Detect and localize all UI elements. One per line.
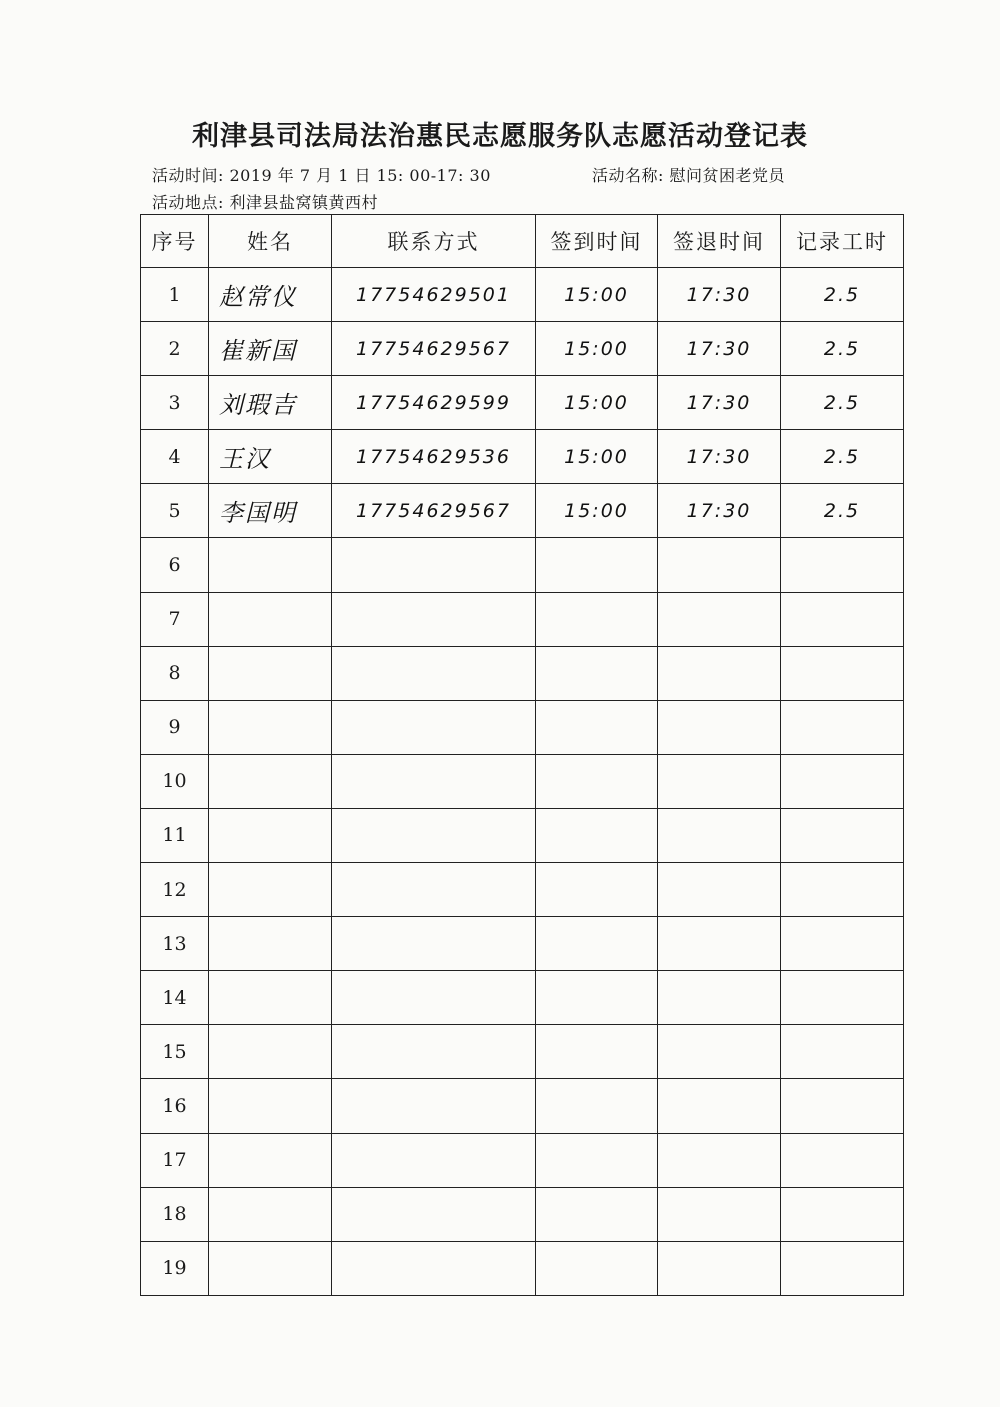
hours-cell: 2.5	[781, 322, 904, 376]
sign-out-cell	[658, 808, 781, 862]
table-row	[141, 863, 904, 917]
serial-cell: 11	[141, 808, 209, 862]
hours-cell: 2.5	[781, 268, 904, 322]
phone-cell	[332, 1241, 536, 1295]
sign-out-cell	[658, 538, 781, 592]
name-cell	[209, 646, 332, 700]
hours-cell: 2.5	[781, 430, 904, 484]
sign-out-cell	[658, 1241, 781, 1295]
serial-cell: 12	[141, 863, 209, 917]
hours-cell	[781, 754, 904, 808]
header-sign-out: 签退时间	[658, 215, 781, 268]
serial-cell: 9	[141, 700, 209, 754]
sign-out-cell	[658, 1025, 781, 1079]
sign-out-cell	[658, 1187, 781, 1241]
sign-out-cell	[658, 863, 781, 917]
hours-cell	[781, 1187, 904, 1241]
serial-cell: 1	[141, 268, 209, 322]
sign-in-cell: 15:00	[536, 376, 658, 430]
hours-cell: 2.5	[781, 484, 904, 538]
sign-out-cell: 17:30	[658, 430, 781, 484]
phone-cell	[332, 1133, 536, 1187]
serial-cell: 15	[141, 1025, 209, 1079]
table-row	[141, 917, 904, 971]
sign-in-cell	[536, 1187, 658, 1241]
sign-in-cell	[536, 700, 658, 754]
sign-out-cell	[658, 917, 781, 971]
serial-cell: 4	[141, 430, 209, 484]
document-title: 利津县司法局法治惠民志愿服务队志愿活动登记表	[192, 121, 808, 152]
activity-place: 活动地点: 利津县盐窝镇黄西村	[152, 193, 378, 212]
sign-in-cell	[536, 646, 658, 700]
name-cell: 赵常仪	[209, 268, 332, 322]
table-body	[141, 268, 904, 1296]
serial-cell: 8	[141, 646, 209, 700]
table-row	[141, 484, 904, 538]
name-cell	[209, 1079, 332, 1133]
sign-in-cell: 15:00	[536, 484, 658, 538]
header-name: 姓名	[209, 215, 332, 268]
sign-out-cell	[658, 592, 781, 646]
table-row	[141, 700, 904, 754]
table-row	[141, 376, 904, 430]
name-cell: 崔新国	[209, 322, 332, 376]
hours-cell	[781, 538, 904, 592]
activity-time: 活动时间: 2019 年 7 月 1 日 15: 00-17: 30	[152, 166, 491, 185]
sign-in-cell	[536, 808, 658, 862]
header-hours: 记录工时	[781, 215, 904, 268]
phone-cell	[332, 917, 536, 971]
hours-cell	[781, 1079, 904, 1133]
phone-cell	[332, 646, 536, 700]
serial-cell: 18	[141, 1187, 209, 1241]
header-sign-in: 签到时间	[536, 215, 658, 268]
table-row	[141, 1079, 904, 1133]
sign-in-cell	[536, 1133, 658, 1187]
sign-out-cell	[658, 700, 781, 754]
hours-cell	[781, 1241, 904, 1295]
sign-in-cell: 15:00	[536, 430, 658, 484]
table-row	[141, 646, 904, 700]
phone-cell	[332, 1187, 536, 1241]
hours-cell	[781, 1133, 904, 1187]
serial-cell: 7	[141, 592, 209, 646]
sign-out-cell	[658, 646, 781, 700]
name-cell: 刘瑕吉	[209, 376, 332, 430]
header-serial: 序号	[141, 215, 209, 268]
hours-cell	[781, 808, 904, 862]
table-row	[141, 322, 904, 376]
name-cell	[209, 1133, 332, 1187]
hours-cell	[781, 646, 904, 700]
sign-in-cell	[536, 1079, 658, 1133]
name-cell: 李国明	[209, 484, 332, 538]
table-row	[141, 1133, 904, 1187]
serial-cell: 3	[141, 376, 209, 430]
sign-in-cell	[536, 1025, 658, 1079]
serial-cell: 13	[141, 917, 209, 971]
name-cell	[209, 1241, 332, 1295]
serial-cell: 17	[141, 1133, 209, 1187]
name-cell	[209, 1187, 332, 1241]
sign-out-cell	[658, 1133, 781, 1187]
phone-cell	[332, 538, 536, 592]
table-row	[141, 971, 904, 1025]
phone-cell: 17754629501	[332, 268, 536, 322]
name-cell	[209, 700, 332, 754]
serial-cell: 5	[141, 484, 209, 538]
sign-out-cell: 17:30	[658, 484, 781, 538]
hours-cell	[781, 971, 904, 1025]
phone-cell	[332, 863, 536, 917]
table-header-row	[141, 215, 904, 268]
phone-cell	[332, 971, 536, 1025]
phone-cell	[332, 700, 536, 754]
table-row	[141, 1187, 904, 1241]
header-contact: 联系方式	[332, 215, 536, 268]
sign-in-cell	[536, 538, 658, 592]
name-cell	[209, 1025, 332, 1079]
sign-out-cell	[658, 971, 781, 1025]
sign-in-cell	[536, 1241, 658, 1295]
phone-cell	[332, 1025, 536, 1079]
name-cell	[209, 971, 332, 1025]
phone-cell	[332, 1079, 536, 1133]
table-row	[141, 1025, 904, 1079]
hours-cell	[781, 1025, 904, 1079]
name-cell: 王汉	[209, 430, 332, 484]
sign-out-cell: 17:30	[658, 322, 781, 376]
hours-cell	[781, 917, 904, 971]
hours-cell	[781, 863, 904, 917]
table-row	[141, 268, 904, 322]
name-cell	[209, 863, 332, 917]
activity-name: 活动名称: 慰问贫困老党员	[592, 166, 785, 185]
serial-cell: 16	[141, 1079, 209, 1133]
serial-cell: 10	[141, 754, 209, 808]
sign-out-cell	[658, 754, 781, 808]
name-cell	[209, 917, 332, 971]
phone-cell	[332, 592, 536, 646]
sign-in-cell	[536, 754, 658, 808]
hours-cell	[781, 700, 904, 754]
serial-cell: 6	[141, 538, 209, 592]
phone-cell	[332, 754, 536, 808]
sign-in-cell	[536, 971, 658, 1025]
sign-in-cell	[536, 917, 658, 971]
hours-cell: 2.5	[781, 376, 904, 430]
name-cell	[209, 808, 332, 862]
sign-in-cell: 15:00	[536, 322, 658, 376]
serial-cell: 2	[141, 322, 209, 376]
table-row	[141, 808, 904, 862]
name-cell	[209, 754, 332, 808]
phone-cell: 17754629599	[332, 376, 536, 430]
serial-cell: 14	[141, 971, 209, 1025]
serial-cell: 19	[141, 1241, 209, 1295]
name-cell	[209, 592, 332, 646]
sign-out-cell	[658, 1079, 781, 1133]
name-cell	[209, 538, 332, 592]
table-row	[141, 592, 904, 646]
registration-table	[140, 214, 904, 1296]
phone-cell	[332, 808, 536, 862]
sign-in-cell	[536, 863, 658, 917]
table-row	[141, 430, 904, 484]
sign-in-cell	[536, 592, 658, 646]
table-row	[141, 538, 904, 592]
table-row	[141, 1241, 904, 1295]
sign-out-cell: 17:30	[658, 376, 781, 430]
phone-cell: 17754629567	[332, 484, 536, 538]
sign-out-cell: 17:30	[658, 268, 781, 322]
table-row	[141, 754, 904, 808]
hours-cell	[781, 592, 904, 646]
phone-cell: 17754629536	[332, 430, 536, 484]
phone-cell: 17754629567	[332, 322, 536, 376]
sign-in-cell: 15:00	[536, 268, 658, 322]
